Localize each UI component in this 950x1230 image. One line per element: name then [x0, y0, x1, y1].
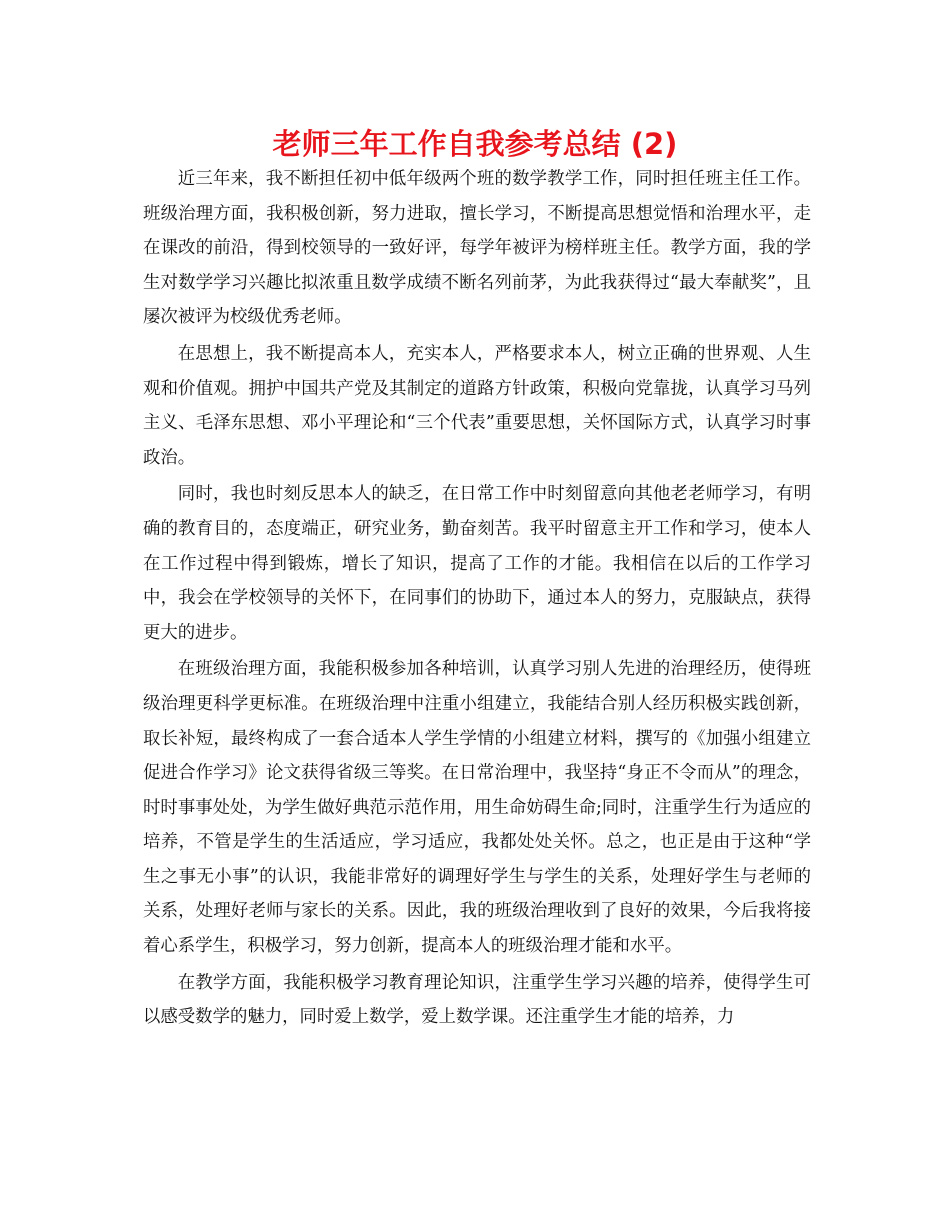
paragraph-5: 在教学方面，我能积极学习教育理论知识，注重学生学习兴趣的培养，使得学生可以感受数学的魅力，同时爱上数学，爱上数学课。还注重学生才能的培养，力 — [143, 972, 811, 1028]
paragraph-2: 在思想上，我不断提高本人，充实本人，严格要求本人，树立正确的世界观、人生观和价值观。拥护中国共产党及其制定的道路方针政策，积极向党靠拢，认真学习马列主义、毛泽东思想、邓小平理论和“三个代表”重要思想，关怀国际方式，认真学习时事政治。 — [143, 343, 811, 468]
paragraph-1: 近三年来，我不断担任初中低年级两个班的数学教学工作，同时担任班主任工作。班级治理方面，我积极创新，努力进取，擅长学习，不断提高思想觉悟和治理水平，走在课改的前沿，得到校领导的一致好评，每学年被评为榜样班主任。教学方面，我的学生对数学学习兴趣比拟浓重且数学成绩不断名列前茅，为此我获得过“最大奉献奖”，且屡次被评为校级优秀老师。 — [143, 169, 811, 328]
paragraph-3: 同时，我也时刻反思本人的缺乏，在日常工作中时刻留意向其他老老师学习，有明确的教育目的，态度端正，研究业务，勤奋刻苦。我平时留意主开工作和学习，使本人在工作过程中得到锻炼，增长了知识，提高了工作的才能。我相信在以后的工作学习中，我会在学校领导的关怀下，在同事们的协助下，通过本人的努力，克服缺点，获得更大的进步。 — [143, 484, 811, 643]
paragraph-4: 在班级治理方面，我能积极参加各种培训，认真学习别人先进的治理经历，使得班级治理更科学更标准。在班级治理中注重小组建立，我能结合别人经历积极实践创新，取长补短，最终构成了一套合适本人学生学情的小组建立材料，撰写的《加强小组建立促进合作学习》论文获得省级三等奖。在日常治理中，我坚持“身正不令而从”的理念，时时事事处处，为学生做好典范示范作用，用生命妨碍生命;同时，注重学生行为适应的培养，不管是学生的生活适应，学习适应，我都处处关怀。总之，也正是由于这种“学生之事无小事”的认识，我能非常好的调理好学生与学生的关系，处理好学生与老师的关系，处理好老师与家长的关系。因此，我的班级治理收到了良好的效果，今后我将接着心系学生，积极学习，努力创新，提高本人的班级治理才能和水平。 — [143, 659, 811, 957]
document-body — [143, 162, 811, 1037]
document-title: 老师三年工作自我参考总结 (2) — [272, 127, 678, 161]
